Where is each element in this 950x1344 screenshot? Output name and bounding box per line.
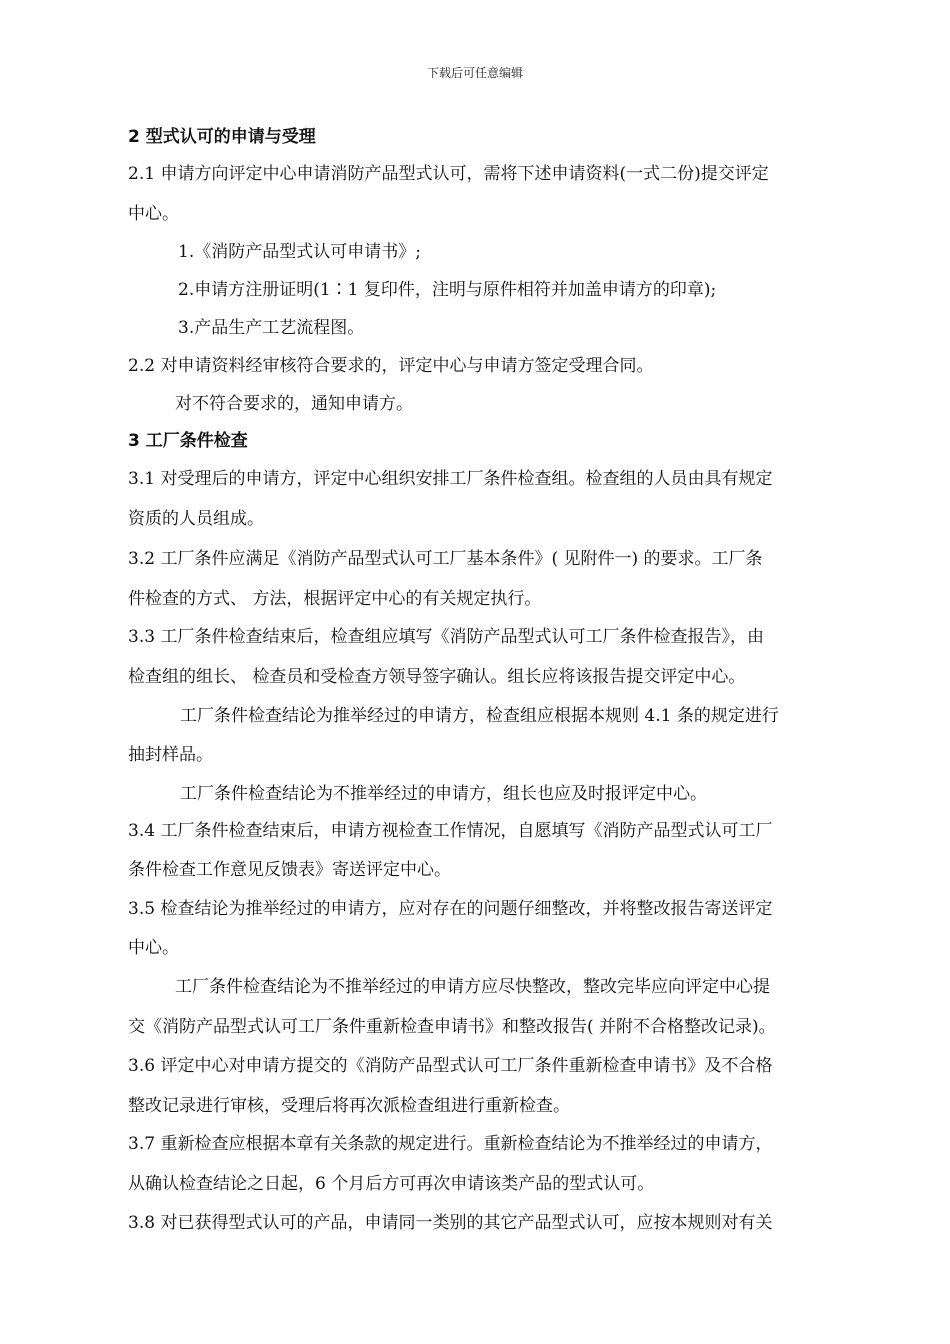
paragraph-line: 2.2 对申请资料经审核符合要求的，评定中心与申请方签定受理合同。 [128, 356, 654, 376]
list-item: 3.产品生产工艺流程图。 [178, 318, 365, 338]
paragraph-line: 交《消防产品型式认可工厂条件重新检查申请书》和整改报告( 并附不合格整改记录)。 [128, 1017, 776, 1037]
paragraph-line: 工厂条件检查结论为推举经过的申请方，检查组应根据本规则 4.1 条的规定进行 [180, 706, 779, 726]
paragraph-line: 中心。 [128, 204, 179, 224]
paragraph-line: 检查组的组长、 检查员和受检查方领导签字确认。组长应将该报告提交评定中心。 [128, 667, 746, 687]
list-item: 1.《消防产品型式认可申请书》; [178, 242, 421, 262]
paragraph-line: 3.1 对受理后的申请方，评定中心组织安排工厂条件检查组。检查组的人员由具有规定 [128, 469, 773, 489]
paragraph-line: 条件检查工作意见反馈表》寄送评定中心。 [128, 860, 451, 880]
paragraph-line: 中心。 [128, 938, 179, 958]
paragraph-line: 3.6 评定中心对申请方提交的《消防产品型式认可工厂条件重新检查申请书》及不合格 [128, 1056, 773, 1076]
section-3-heading: 3 工厂条件检查 [128, 431, 248, 451]
page-header: 下载后可任意编辑 [426, 66, 523, 80]
list-item: 2.申请方注册证明(1∶1 复印件，注明与原件相符并加盖申请方的印章); [178, 280, 717, 300]
paragraph-line: 3.8 对已获得型式认可的产品，申请同一类别的其它产品型式认可，应按本规则对有关 [128, 1213, 773, 1233]
paragraph-line: 2.1 申请方向评定中心申请消防产品型式认可，需将下述申请资料(一式二份)提交评定 [128, 164, 769, 184]
paragraph-line: 工厂条件检查结论为不推举经过的申请方，组长也应及时报评定中心。 [180, 784, 707, 804]
paragraph-line: 从确认检查结论之日起，6 个月后方可再次申请该类产品的型式认可。 [128, 1174, 655, 1194]
section-2-heading: 2 型式认可的申请与受理 [128, 127, 316, 147]
paragraph-line: 整改记录进行审核，受理后将再次派检查组进行重新检查。 [128, 1096, 570, 1116]
paragraph-line: 3.3 工厂条件检查结束后，检查组应填写《消防产品型式认可工厂条件检查报告》，由 [128, 627, 764, 647]
paragraph-line: 工厂条件检查结论为不推举经过的申请方应尽快整改，整改完毕应向评定中心提 [175, 977, 770, 997]
paragraph-line: 抽封样品。 [128, 745, 213, 765]
paragraph-line: 3.7 重新检查应根据本章有关条款的规定进行。重新检查结论为不推举经过的申请方， [128, 1134, 773, 1154]
paragraph-line: 3.4 工厂条件检查结束后，申请方视检查工作情况，自愿填写《消防产品型式认可工厂 [128, 821, 773, 841]
paragraph-line: 3.5 检查结论为推举经过的申请方，应对存在的问题仔细整改，并将整改报告寄送评定 [128, 899, 773, 919]
paragraph-line: 件检查的方式、 方法，根据评定中心的有关规定执行。 [128, 589, 542, 609]
paragraph-line: 资质的人员组成。 [128, 509, 264, 529]
paragraph-line: 对不符合要求的，通知申请方。 [175, 394, 413, 414]
paragraph-line: 3.2 工厂条件应满足《消防产品型式认可工厂基本条件》( 见附件一) 的要求。工厂条 [128, 549, 763, 569]
